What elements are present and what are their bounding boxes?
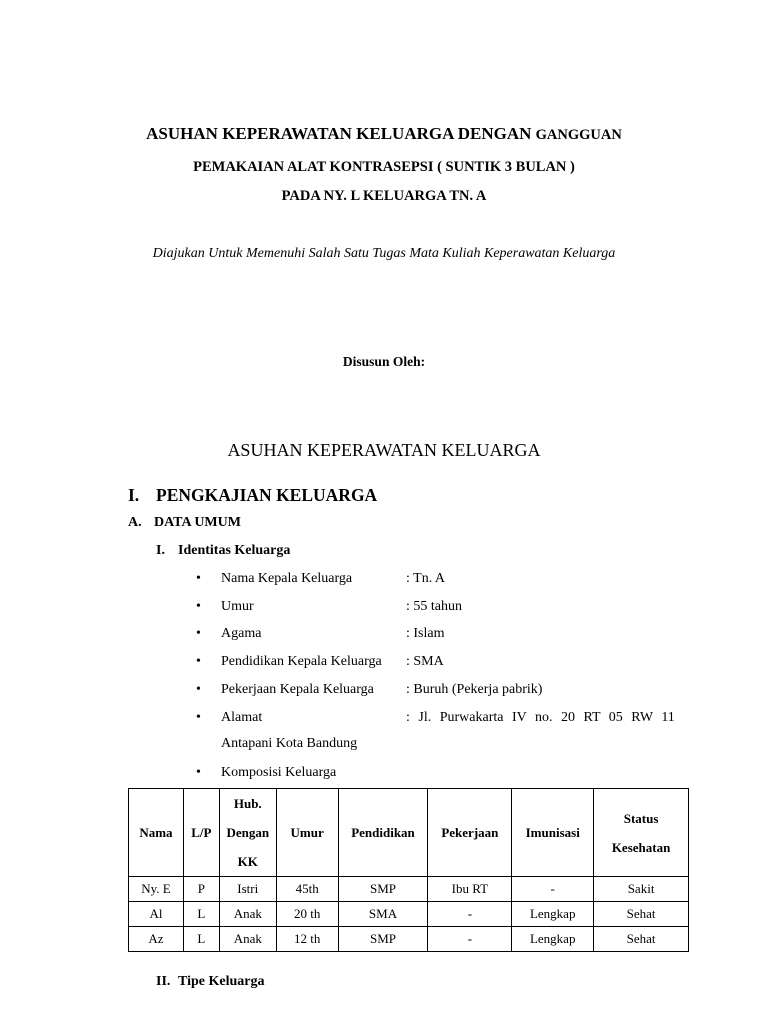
table-cell: Anak bbox=[219, 902, 276, 927]
subsection-number: I. bbox=[156, 543, 165, 558]
identity-value: : SMA bbox=[406, 654, 444, 669]
table-header-cell: L/P bbox=[183, 789, 219, 877]
document-title-line-3: PADA NY. L KELUARGA TN. A bbox=[281, 188, 487, 204]
identity-label: Pendidikan Kepala Keluarga bbox=[221, 654, 382, 669]
bullet-icon: • bbox=[196, 654, 201, 669]
identity-label: Nama Kepala Keluarga bbox=[221, 571, 353, 586]
table-cell: SMP bbox=[338, 927, 428, 952]
subsection-number: II. bbox=[156, 974, 171, 989]
table-cell: P bbox=[183, 877, 219, 902]
table-cell: Ibu RT bbox=[428, 877, 512, 902]
table-header-cell: Status Kesehatan bbox=[594, 789, 689, 877]
table-cell: L bbox=[183, 902, 219, 927]
document-subtitle: Diajukan Untuk Memenuhi Salah Satu Tugas Mata Kuliah Keperawatan Keluarga bbox=[152, 246, 616, 261]
table-cell: L bbox=[183, 927, 219, 952]
subsection-heading-tipe-keluarga bbox=[156, 974, 264, 990]
title-line-1-small: GANGGUAN bbox=[535, 127, 622, 143]
table-header-cell: Hub. Dengan KK bbox=[219, 789, 276, 877]
section-main-heading: ASUHAN KEPERAWATAN KELUARGA bbox=[227, 440, 541, 460]
table-cell: Sehat bbox=[594, 902, 689, 927]
table-header-cell: Umur bbox=[276, 789, 338, 877]
bullet-icon: • bbox=[196, 710, 201, 725]
table-cell: 45th bbox=[276, 877, 338, 902]
table-cell: Ny. E bbox=[129, 877, 184, 902]
identity-value: : Buruh (Pekerja pabrik) bbox=[406, 682, 543, 697]
table-cell: Sakit bbox=[594, 877, 689, 902]
table-row bbox=[129, 902, 689, 927]
bullet-icon: • bbox=[196, 682, 201, 697]
identity-value: : Tn. A bbox=[406, 571, 446, 586]
identity-value: : Jl. Purwakarta IV no. 20 RT 05 RW 11 bbox=[406, 710, 675, 725]
table-header-row bbox=[129, 789, 689, 877]
section-number: I. bbox=[128, 485, 140, 505]
table-cell: - bbox=[428, 927, 512, 952]
table-cell: Sehat bbox=[594, 927, 689, 952]
identity-label: Pekerjaan Kepala Keluarga bbox=[221, 682, 374, 697]
bullet-icon: • bbox=[196, 599, 201, 614]
title-line-1-main: ASUHAN KEPERAWATAN KELUARGA DENGAN bbox=[146, 124, 532, 143]
identity-label: Alamat bbox=[221, 710, 263, 725]
family-composition-table bbox=[128, 788, 689, 952]
identity-value: : Islam bbox=[406, 626, 445, 641]
table-cell: Anak bbox=[219, 927, 276, 952]
section-heading-pengkajian bbox=[128, 485, 377, 506]
document-title-line-2: PEMAKAIAN ALAT KONTRASEPSI ( SUNTIK 3 BULAN ) bbox=[193, 159, 575, 175]
table-cell: Az bbox=[129, 927, 184, 952]
identity-label: Komposisi Keluarga bbox=[221, 765, 337, 780]
section-title: PENGKAJIAN KELUARGA bbox=[156, 485, 378, 505]
section-number: A. bbox=[128, 515, 142, 530]
table-cell: Al bbox=[129, 902, 184, 927]
bullet-icon: • bbox=[196, 626, 201, 641]
bullet-icon: • bbox=[196, 765, 201, 780]
table-cell: Lengkap bbox=[512, 927, 594, 952]
identity-value: : 55 tahun bbox=[406, 599, 462, 614]
section-heading-data-umum bbox=[128, 515, 241, 531]
identity-label: Agama bbox=[221, 626, 262, 641]
table-row bbox=[129, 877, 689, 902]
table-header-cell: Nama bbox=[129, 789, 184, 877]
subsection-title: Identitas Keluarga bbox=[178, 543, 291, 558]
table-cell: Istri bbox=[219, 877, 276, 902]
document-title-line-1 bbox=[0, 124, 768, 144]
table-cell: SMP bbox=[338, 877, 428, 902]
bullet-icon: • bbox=[196, 571, 201, 586]
subsection-title: Tipe Keluarga bbox=[178, 974, 265, 989]
identity-label: Umur bbox=[221, 599, 254, 614]
subsection-heading-identitas bbox=[156, 543, 290, 559]
table-header-cell: Pekerjaan bbox=[428, 789, 512, 877]
table-header-cell: Imunisasi bbox=[512, 789, 594, 877]
table-cell: - bbox=[512, 877, 594, 902]
table-cell: 12 th bbox=[276, 927, 338, 952]
table-header-cell: Pendidikan bbox=[338, 789, 428, 877]
table-row bbox=[129, 927, 689, 952]
compiled-by-label: Disusun Oleh: bbox=[342, 354, 426, 369]
table-cell: SMA bbox=[338, 902, 428, 927]
address-continued: Antapani Kota Bandung bbox=[221, 736, 358, 751]
table-cell: 20 th bbox=[276, 902, 338, 927]
table-cell: - bbox=[428, 902, 512, 927]
table-cell: Lengkap bbox=[512, 902, 594, 927]
section-title: DATA UMUM bbox=[154, 515, 241, 530]
